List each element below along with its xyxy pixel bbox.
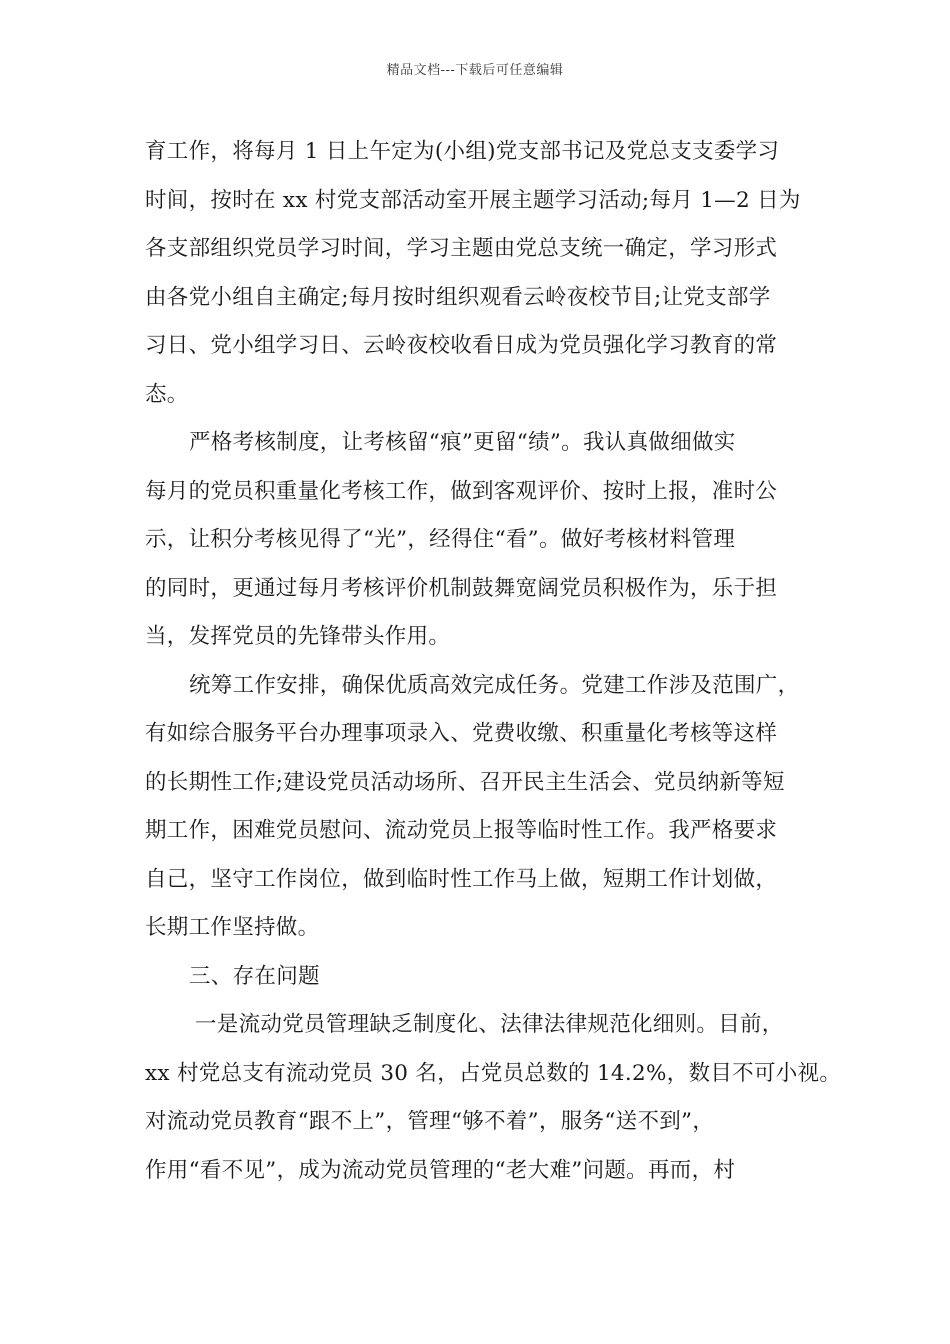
- text-line: 作用“看不见”，成为流动党员管理的“老大难”问题。再而，村: [145, 1157, 736, 1183]
- text-line: xx 村党总支有流动党员 30 名，占党员总数的 14.2%，数目不可小视。: [145, 1060, 842, 1086]
- text-line: 对流动党员教育“跟不上”，管理“够不着”，服务“送不到”，: [145, 1109, 715, 1134]
- text-line: 长期工作坚持做。: [145, 915, 320, 940]
- document-body: [145, 128, 842, 1195]
- paragraph-start-line: 统筹工作安排，确保优质高效完成任务。党建工作涉及范围广，: [189, 672, 800, 698]
- text-line: 的同时，更通过每月考核评价机制鼓舞宽阔党员积极作为，乐于担: [145, 575, 778, 601]
- text-line: 有如综合服务平台办理事项录入、党费收缴、积重量化考核等这样: [145, 721, 778, 746]
- text-line: 各支部组织党员学习时间，学习主题由党总支统一确定，学习形式: [145, 236, 778, 261]
- section-heading: 三、存在问题: [189, 963, 320, 989]
- text-line: 示，让积分考核见得了“光”，经得住“看”。做好考核材料管理: [145, 527, 736, 552]
- text-line: 期工作，困难党员慰问、流动党员上报等临时性工作。我严格要求: [145, 818, 778, 843]
- text-line: 的长期性工作;建设党员活动场所、召开民主生活会、党员纳新等短: [145, 769, 785, 795]
- text-line: 时间，按时在 xx 村党支部活动室开展主题学习活动;每月 1—2 日为: [145, 187, 801, 213]
- text-line: 态。: [145, 381, 189, 407]
- text-line: 由各党小组自主确定;每月按时组织观看云岭夜校节目;让党支部学: [145, 284, 771, 310]
- text-line: 自己，坚守工作岗位，做到临时性工作马上做，短期工作计划做，: [145, 866, 778, 892]
- paragraph-start-line: 严格考核制度，让考核留“痕”更留“绩”。我认真做细做实: [189, 430, 736, 455]
- text-line: 育工作，将每月 1 日上午定为(小组)党支部书记及党总支支委学习: [145, 139, 780, 164]
- text-line: 习日、党小组学习日、云岭夜校收看日成为党员强化学习教育的常: [145, 333, 778, 358]
- text-line: 每月的党员积重量化考核工作，做到客观评价、按时上报，准时公: [145, 478, 778, 504]
- page-header: 精品文档---下载后可任意编辑: [386, 63, 564, 78]
- text-line: 当，发挥党员的先锋带头作用。: [145, 624, 451, 649]
- paragraph-start-line: 一是流动党员管理缺乏制度化、法律法律规范化细则。目前，: [195, 1012, 784, 1037]
